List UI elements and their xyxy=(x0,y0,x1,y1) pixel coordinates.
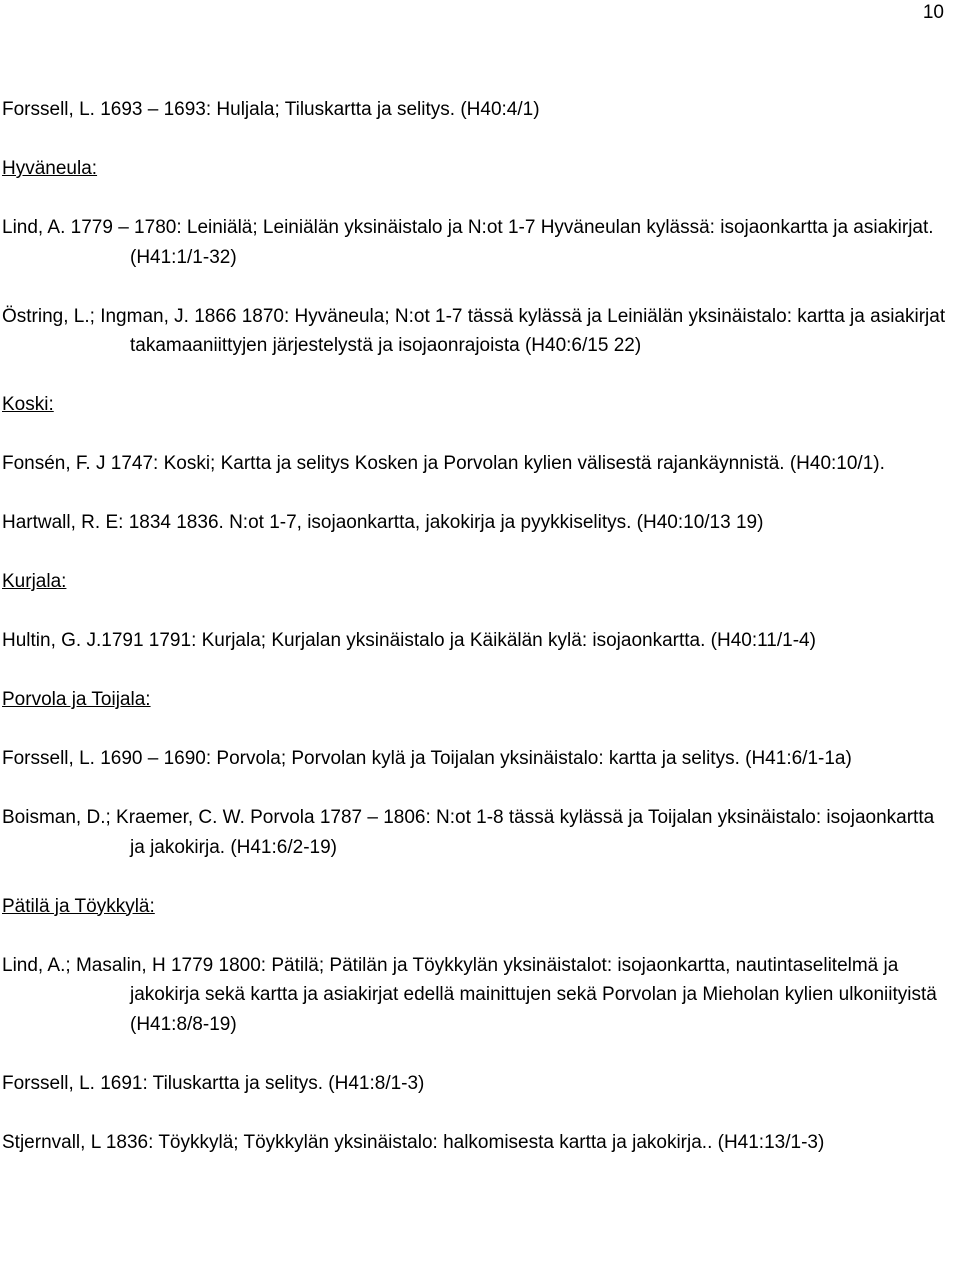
document-body xyxy=(2,95,952,1157)
list-item: Forssell, L. 1691: Tiluskartta ja selitys. (H41:8/1-3) xyxy=(2,1072,425,1094)
list-item: Forssell, L. 1690 – 1690: Porvola; Porvolan kylä ja Toijalan yksinäistalo: kartta ja selitys. (H41:6/1-1a) xyxy=(2,748,852,769)
section-heading: Kurjala: xyxy=(2,571,67,592)
list-item: Fonsén, F. J 1747: Koski; Kartta ja selitys Kosken ja Porvolan kylien välisestä rajankäynnistä. (H40:10/1). xyxy=(2,453,885,474)
list-item: Forssell, L. 1693 – 1693: Huljala; Tiluskartta ja selitys. (H40:4/1) xyxy=(2,99,540,120)
section-heading: Koski: xyxy=(2,394,54,415)
list-item: Hultin, G. J.1791 1791: Kurjala; Kurjalan yksinäistalo ja Käikälän kylä: isojaonkartta. (H40:11/1-4) xyxy=(2,630,816,651)
list-item: Stjernvall, L 1836: Töykkylä; Töykkylän yksinäistalo: halkomisesta kartta ja jakokirja.. (H41:13/1-3) xyxy=(2,1131,825,1153)
list-item: Östring, L.; Ingman, J. 1866 1870: Hyväneula; N:ot 1-7 tässä kylässä ja Leiniälän yksinäistalo: kartta ja asiakirjat takamaaniittyjen järjestelystä ja isojaonrajoista (H40:6/15 22) xyxy=(2,305,946,356)
section-heading: Pätilä ja Töykkylä: xyxy=(2,895,155,917)
section-heading: Hyväneula: xyxy=(2,158,98,179)
list-item: Hartwall, R. E: 1834 1836. N:ot 1-7, isojaonkartta, jakokirja ja pyykkiselitys. (H40:10/13 19) xyxy=(2,512,764,533)
list-item: Lind, A.; Masalin, H 1779 1800: Pätilä; Pätilän ja Töykkylän yksinäistalot: isojaonkartta, nautintaselitelmä ja jakokirja sekä kartta ja asiakirjat edellä mainittujen sekä Porvolan ja Mieholan kylien ulkoniityistä (H41:8/8-19) xyxy=(2,954,937,1035)
section-heading: Porvola ja Toijala: xyxy=(2,689,151,710)
list-item: Boisman, D.; Kraemer, C. W. Porvola 1787 – 1806: N:ot 1-8 tässä kylässä ja Toijalan yksinäistalo: isojaonkartta ja jakokirja. (H41:6/2-19) xyxy=(2,807,935,858)
page-number: 10 xyxy=(922,2,944,23)
list-item: Lind, A. 1779 – 1780: Leiniälä; Leiniälän yksinäistalo ja N:ot 1-7 Hyväneulan kylässä: isojaonkartta ja asiakirjat. (H41:1/1-32) xyxy=(2,217,934,268)
